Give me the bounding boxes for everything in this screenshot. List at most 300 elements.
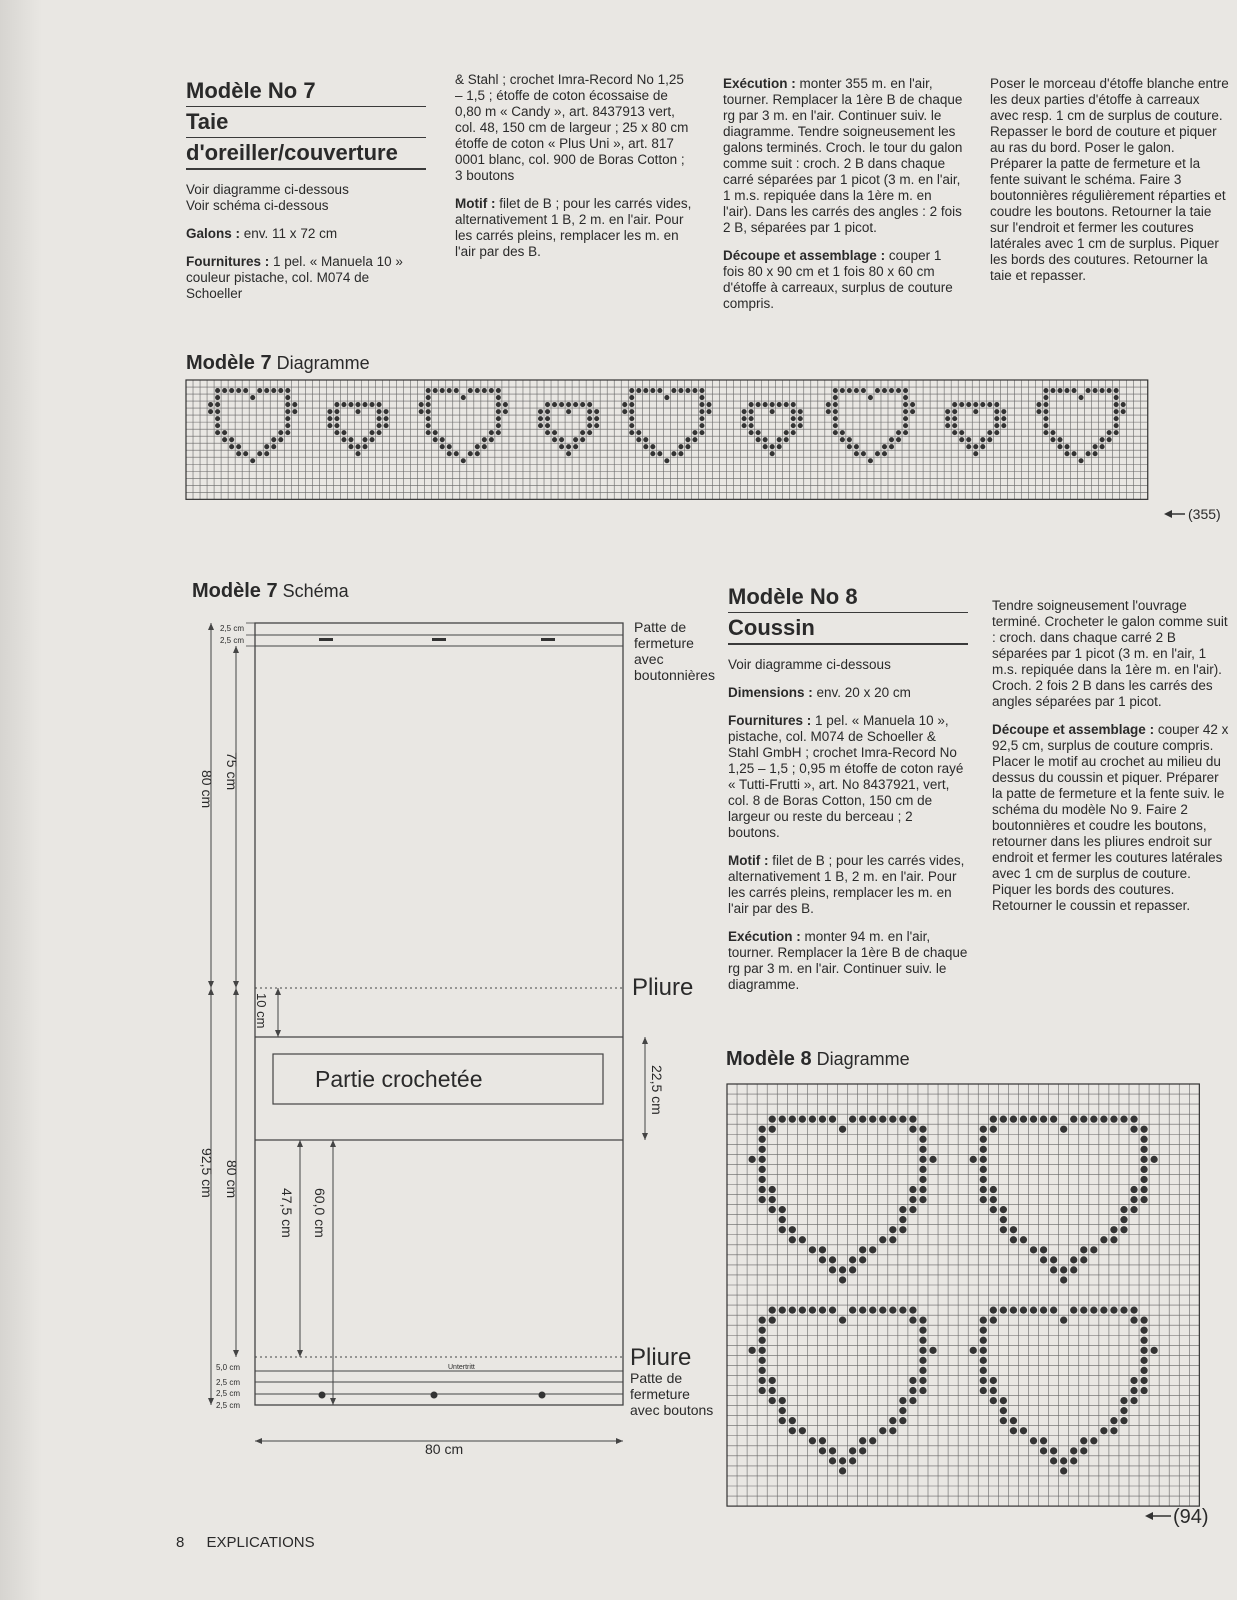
filled-square (742, 409, 747, 414)
filled-square (784, 437, 789, 442)
filled-square (849, 1116, 856, 1123)
filled-square (966, 444, 971, 449)
filled-square (1001, 409, 1006, 414)
filled-square (1040, 1447, 1047, 1454)
filled-square (1070, 1116, 1077, 1123)
filled-square (348, 437, 353, 442)
filled-square (769, 1206, 776, 1213)
filled-square (362, 444, 367, 449)
filled-square (759, 1367, 766, 1374)
filled-square (903, 423, 908, 428)
filled-square (882, 451, 887, 456)
filled-square (552, 402, 557, 407)
filled-square (1010, 1417, 1017, 1424)
filled-square (759, 1146, 766, 1153)
filled-square (489, 430, 494, 435)
filled-square (362, 437, 367, 442)
filled-square (829, 1457, 836, 1464)
filled-square (419, 402, 424, 407)
filled-square (1030, 1437, 1037, 1444)
filled-square (919, 1196, 926, 1203)
filled-square (945, 409, 950, 414)
filled-square (829, 1307, 836, 1314)
filled-square (236, 444, 241, 449)
filled-square (1110, 1427, 1117, 1434)
filled-square (1070, 1307, 1077, 1314)
filled-square (784, 430, 789, 435)
filled-square (756, 402, 761, 407)
filled-square (779, 1226, 786, 1233)
filled-square (706, 402, 711, 407)
filled-square (952, 416, 957, 421)
model7-sewing-schema (185, 605, 715, 1465)
model7-motif (455, 196, 695, 260)
filled-square (1130, 1307, 1137, 1314)
filled-square (849, 1266, 856, 1273)
filled-square (1114, 423, 1119, 428)
filled-square (264, 444, 269, 449)
filled-square (1120, 1407, 1127, 1414)
filled-square (819, 1256, 826, 1263)
untertritt-label: Untertritt (448, 1364, 475, 1371)
filled-square (742, 423, 747, 428)
model8-ref: Voir diagramme ci-dessous (728, 657, 891, 672)
filled-square (779, 1307, 786, 1314)
filled-square (327, 416, 332, 421)
filled-square (1100, 437, 1105, 442)
filled-square (919, 1357, 926, 1364)
model8-diagram-title-bold: Modèle 8 (726, 1048, 812, 1070)
model8-execution-label: Exécution : (728, 929, 801, 944)
filled-square (769, 1377, 776, 1384)
filled-square (1130, 1206, 1137, 1213)
filled-square (440, 388, 445, 393)
filled-square (278, 388, 283, 393)
model8-diagram-stitch-count: (94) (1173, 1506, 1209, 1528)
filled-square (826, 409, 831, 414)
filled-square (229, 444, 234, 449)
model7-assembly-text: Poser le morceau d'étoffe blanche entre les deux parties d'étoffe à carreaux avec resp. 1 cm de surplus de couture. Repasser le bord de couture et piquer au ras du bord. Poser le galon. Préparer la patte de fermeture et la fente suivant le schéma. Faire 3 boutonnières régulièrement réparties et coudre les boutons. Retourner la taie sur l'endroit et fermer les coutures latérales avec 1 cm de surplus. Piquer les bords des coutures. Retourner la taie et repasser. (990, 76, 1229, 283)
filled-square (285, 409, 290, 414)
fournitures-text-part2: & Stahl ; crochet Imra-Record No 1,25 – 1,5 ; étoffe de coton écossaise de 0,80 m « Candy », art. 8437913 vert, col. 48, 150 cm de largeur ; 25 x 80 cm étoffe de coton « Plus Uni », art. 817 0001 blanc, col. 900 de Boras Cotton ; 3 boutons (455, 72, 689, 183)
filled-square (980, 1136, 987, 1143)
filled-square (1070, 1256, 1077, 1263)
filled-square (763, 402, 768, 407)
filled-square (789, 1116, 796, 1123)
filled-square (759, 1136, 766, 1143)
filled-square (910, 409, 915, 414)
filled-square (1050, 1447, 1057, 1454)
filled-square (699, 395, 704, 400)
filled-square (622, 402, 627, 407)
filled-square (809, 1437, 816, 1444)
filled-square (980, 402, 985, 407)
filled-square (791, 430, 796, 435)
filled-square (789, 1236, 796, 1243)
filled-square (987, 430, 992, 435)
filled-square (903, 409, 908, 414)
filled-square (839, 1126, 846, 1133)
filled-square (763, 444, 768, 449)
pliure-label-2: Pliure (630, 1344, 692, 1371)
filled-square (1043, 409, 1048, 414)
filled-square (909, 1186, 916, 1193)
model7-fournitures-start (186, 254, 426, 302)
filled-square (650, 451, 655, 456)
filled-square (215, 423, 220, 428)
filled-square (849, 1447, 856, 1454)
filled-square (980, 1357, 987, 1364)
filled-square (896, 388, 901, 393)
filled-square (769, 1387, 776, 1394)
filled-square (879, 1116, 886, 1123)
filled-square (990, 1206, 997, 1213)
filled-square (779, 1216, 786, 1223)
filled-square (1020, 1427, 1027, 1434)
filled-square (503, 402, 508, 407)
patte-bottom-line1: Patte de (630, 1370, 683, 1386)
dim-475-label: 47,5 cm (279, 1188, 295, 1238)
filled-square (980, 1196, 987, 1203)
filled-square (899, 1206, 906, 1213)
filled-square (952, 423, 957, 428)
filled-square (826, 402, 831, 407)
filled-square (1107, 388, 1112, 393)
filled-square (847, 444, 852, 449)
filled-square (909, 1196, 916, 1203)
filled-square (1060, 1126, 1067, 1133)
filled-square (341, 402, 346, 407)
filled-square (945, 416, 950, 421)
filled-square (489, 437, 494, 442)
filled-square (629, 388, 634, 393)
filled-square (384, 416, 389, 421)
filled-square (840, 437, 845, 442)
dim-80-arrow-bottom (208, 981, 214, 988)
filled-square (1107, 430, 1112, 435)
filled-square (1080, 1447, 1087, 1454)
filled-square (496, 402, 501, 407)
dim-10-arrow-bottom (275, 1030, 281, 1037)
filled-square (770, 409, 775, 414)
filled-square (629, 402, 634, 407)
filled-square (566, 402, 571, 407)
model7-galons (186, 226, 426, 242)
filled-square (869, 1307, 876, 1314)
decoupe-text: couper 1 fois 80 x 90 cm et 1 fois 80 x 60 cm d'étoffe à carreaux, surplus de couture compris. (723, 248, 953, 311)
bot-dim-25c: 2,5 cm (216, 1401, 241, 1410)
filled-square (849, 1457, 856, 1464)
model8-motif (728, 853, 968, 917)
dim-10-arrow-top (275, 988, 281, 995)
dim-width-arrow-left (255, 1438, 262, 1444)
filled-square (1100, 1307, 1107, 1314)
filled-square (447, 451, 452, 456)
filled-square (545, 423, 550, 428)
dim-225-arrow-top (642, 1037, 648, 1044)
filled-square (833, 409, 838, 414)
filled-square (919, 1377, 926, 1384)
filled-square (779, 1397, 786, 1404)
filled-square (1072, 451, 1077, 456)
filled-square (945, 423, 950, 428)
model8-galon-text: Tendre soigneusement l'ouvrage terminé. Crocheter le galon comme suit : croch. dans chaque carré 2 B séparées par 1 picot (3 m. en l'air, 1 m.s. repiquée dans la 1ère m. en l'air). Croch. 2 fois 2 B dans les carrés des angles séparées par 1 picot. (992, 598, 1228, 709)
filled-square (1100, 444, 1105, 449)
model7-diagram-filled-squares (208, 388, 1126, 463)
filled-square (994, 409, 999, 414)
filled-square (903, 430, 908, 435)
filled-square (990, 1307, 997, 1314)
filled-square (1140, 1347, 1147, 1354)
filled-square (882, 444, 887, 449)
execution-label: Exécution : (723, 76, 796, 91)
filled-square (929, 1156, 936, 1163)
model7-decoupe (723, 248, 963, 312)
filled-square (919, 1327, 926, 1334)
filled-square (482, 444, 487, 449)
filled-square (777, 444, 782, 449)
filled-square (875, 388, 880, 393)
filled-square (426, 402, 431, 407)
bot-dim-25a: 2,5 cm (216, 1378, 241, 1387)
filled-square (236, 451, 241, 456)
filled-square (370, 430, 375, 435)
filled-square (636, 437, 641, 442)
filled-square (1100, 1427, 1107, 1434)
filled-square (1050, 1266, 1057, 1273)
filled-square (1151, 1156, 1158, 1163)
filled-square (994, 430, 999, 435)
filled-square (285, 416, 290, 421)
filled-square (1140, 1327, 1147, 1334)
button-3 (539, 1392, 546, 1399)
filled-square (899, 1407, 906, 1414)
filled-square (1000, 1417, 1007, 1424)
filled-square (1057, 388, 1062, 393)
filled-square (587, 402, 592, 407)
filled-square (1000, 1216, 1007, 1223)
dim-75-arrow-bottom (233, 981, 239, 988)
filled-square (854, 388, 859, 393)
filled-square (1060, 1317, 1067, 1324)
buttonhole-3 (541, 638, 555, 641)
filled-square (426, 395, 431, 400)
filled-square (1040, 1307, 1047, 1314)
model8-diagram-grid (727, 1084, 1199, 1506)
model8-motif-text: filet de B ; pour les carrés vides, alternativement 1 B, 2 m. en l'air. Pour les carrés pleins, remplacer les m. en l'air par des B. (728, 853, 965, 916)
filled-square (829, 1256, 836, 1263)
filled-square (370, 402, 375, 407)
filled-square (636, 430, 641, 435)
filled-square (285, 430, 290, 435)
filled-square (854, 444, 859, 449)
filled-square (384, 409, 389, 414)
model8-dimensions (728, 685, 968, 701)
filled-square (1000, 1397, 1007, 1404)
filled-square (909, 1397, 916, 1404)
dim-600-label: 60,0 cm (312, 1188, 328, 1238)
filled-square (1120, 1397, 1127, 1404)
model7-diagram-title-text: Diagramme (276, 353, 370, 373)
filled-square (250, 395, 255, 400)
filled-square (264, 451, 269, 456)
filled-square (496, 388, 501, 393)
filled-square (819, 1447, 826, 1454)
filled-square (889, 1236, 896, 1243)
filled-square (919, 1347, 926, 1354)
filled-square (1120, 1307, 1127, 1314)
filled-square (769, 1116, 776, 1123)
filled-square (1100, 1236, 1107, 1243)
filled-square (769, 1307, 776, 1314)
filled-square (580, 437, 585, 442)
filled-square (468, 451, 473, 456)
filled-square (1093, 388, 1098, 393)
model7-diagram-title (186, 352, 370, 375)
filled-square (1060, 1266, 1067, 1273)
filled-square (1120, 1216, 1127, 1223)
filled-square (1130, 1126, 1137, 1133)
grid-lines (727, 1084, 1199, 1506)
filled-square (292, 409, 297, 414)
filled-square (629, 416, 634, 421)
filled-square (889, 388, 894, 393)
model7-filet-diagram (0, 378, 1237, 522)
filled-square (756, 430, 761, 435)
filled-square (426, 416, 431, 421)
filled-square (1050, 1457, 1057, 1464)
dim-width-arrow-right (616, 1438, 623, 1444)
model8-diagram-title-text: Diagramme (816, 1049, 910, 1069)
model8-column1 (728, 582, 968, 1005)
filled-square (1010, 1427, 1017, 1434)
filled-square (919, 1387, 926, 1394)
filled-square (833, 416, 838, 421)
filled-square (545, 416, 550, 421)
filled-square (980, 1347, 987, 1354)
filled-square (789, 1427, 796, 1434)
pliure-label-1: Pliure (632, 974, 694, 1001)
filled-square (580, 430, 585, 435)
filled-square (229, 388, 234, 393)
filled-square (1000, 1307, 1007, 1314)
filled-square (770, 451, 775, 456)
filled-square (1001, 416, 1006, 421)
filled-square (334, 430, 339, 435)
filled-square (215, 402, 220, 407)
filled-square (1114, 388, 1119, 393)
filled-square (919, 1156, 926, 1163)
filled-square (896, 437, 901, 442)
button-2 (431, 1392, 438, 1399)
filled-square (587, 416, 592, 421)
filled-square (889, 1307, 896, 1314)
filled-square (1100, 1116, 1107, 1123)
filled-square (1151, 1347, 1158, 1354)
filled-square (678, 444, 683, 449)
filled-square (215, 430, 220, 435)
galons-value: env. 11 x 72 cm (243, 226, 338, 241)
filled-square (573, 437, 578, 442)
filled-square (970, 1347, 977, 1354)
filled-square (433, 430, 438, 435)
filled-square (909, 1126, 916, 1133)
filled-square (215, 409, 220, 414)
filled-square (798, 423, 803, 428)
model8-title-line2: Coussin (728, 613, 968, 645)
filled-square (879, 1427, 886, 1434)
filled-square (1020, 1236, 1027, 1243)
fournitures-text-part1: 1 pel. « Manuela 10 » couleur pistache, col. M074 de Schoeller (186, 254, 403, 301)
filled-square (980, 1126, 987, 1133)
filled-square (1110, 1226, 1117, 1233)
filled-square (839, 1467, 846, 1474)
filled-square (847, 437, 852, 442)
filled-square (889, 1417, 896, 1424)
filled-square (980, 437, 985, 442)
filled-square (278, 437, 283, 442)
filled-square (699, 388, 704, 393)
filled-square (236, 388, 241, 393)
filled-square (1100, 388, 1105, 393)
filled-square (889, 1226, 896, 1233)
filled-square (847, 388, 852, 393)
filled-square (756, 437, 761, 442)
filled-square (990, 1116, 997, 1123)
filled-square (959, 430, 964, 435)
filled-square (355, 451, 360, 456)
model8-diagram-arrowhead (1145, 1512, 1153, 1520)
filled-square (919, 1337, 926, 1344)
filled-square (629, 395, 634, 400)
dim-475-arrow-top (297, 1140, 303, 1147)
top-dim-25a: 2,5 cm (220, 624, 245, 633)
filled-square (899, 1216, 906, 1223)
patte-bottom-line2: fermeture (630, 1386, 690, 1402)
top-dim-25b: 2,5 cm (220, 636, 245, 645)
filled-square (770, 402, 775, 407)
filled-square (833, 402, 838, 407)
filled-square (215, 416, 220, 421)
filled-square (980, 1146, 987, 1153)
filled-square (341, 430, 346, 435)
filled-square (1093, 451, 1098, 456)
footer-section: EXPLICATIONS (206, 1534, 315, 1551)
filled-square (685, 388, 690, 393)
filled-square (222, 388, 227, 393)
dim-80-arrow-top (208, 623, 214, 630)
filled-square (1064, 388, 1069, 393)
filled-square (271, 444, 276, 449)
filled-square (859, 1256, 866, 1263)
filled-square (1043, 402, 1048, 407)
filled-square (1090, 1246, 1097, 1253)
filled-square (334, 402, 339, 407)
filled-square (1043, 388, 1048, 393)
patte-top-line2: fermeture (634, 635, 694, 651)
filled-square (973, 444, 978, 449)
model8-execution-text: monter 94 m. en l'air, tourner. Remplacer la 1ère B de chaque rg par 3 m. en l'air. Continuer suiv. le diagramme. (728, 929, 968, 992)
filled-square (594, 409, 599, 414)
filled-square (1114, 409, 1119, 414)
filled-square (903, 395, 908, 400)
filled-square (1140, 1377, 1147, 1384)
filled-square (377, 402, 382, 407)
filled-square (879, 1307, 886, 1314)
filled-square (355, 409, 360, 414)
filled-square (1080, 1256, 1087, 1263)
filled-square (566, 444, 571, 449)
